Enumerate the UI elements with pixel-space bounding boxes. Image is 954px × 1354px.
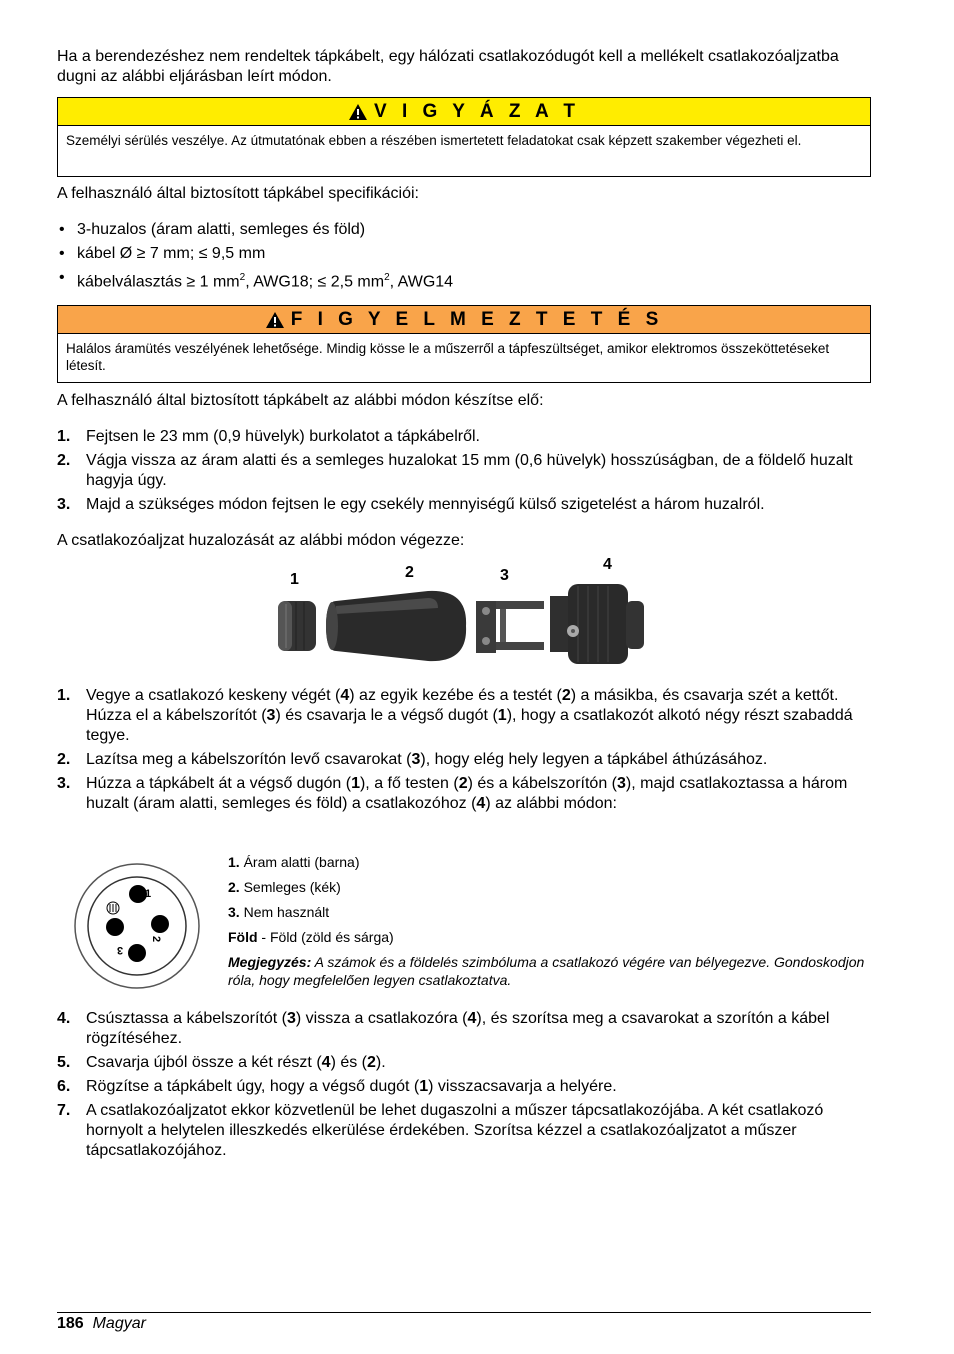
legend-item — [228, 903, 868, 921]
list-item — [57, 1053, 871, 1073]
legend-key: 3. — [228, 904, 240, 920]
body-part — [326, 591, 466, 661]
list-item — [57, 427, 871, 447]
legend-key: 2. — [228, 879, 240, 895]
pin-label-1: 1 — [145, 888, 152, 900]
note-text: A számok és a földelés szimbóluma a csatlakozó végére van bélyegezve. Gondoskodjon róla, hogy megfelelően legyen csatlakoztatva. — [228, 954, 865, 988]
pin-2 — [151, 915, 169, 933]
legend-text: Áram alatti (barna) — [239, 854, 360, 870]
step-number: 5. — [57, 1054, 71, 1071]
footer-language: Magyar — [92, 1315, 146, 1332]
step-text: Húzza a tápkábelt át a végső dugón (1), a fő testen (2) és a kábelszorítón (3), majd csatlakoztassa a három huzalt (áram alatti, semleges és föld) a csatlakozóhoz (4) az alábbi módon: — [86, 775, 848, 812]
caution-header — [58, 98, 870, 126]
pin-label-2: 2 — [150, 935, 163, 943]
legend-text: Nem használt — [239, 904, 330, 920]
step-number: 4. — [57, 1010, 71, 1027]
end-cap-part — [278, 601, 316, 651]
wiring-steps-b — [57, 1009, 871, 1165]
step-number: 3. — [57, 496, 71, 513]
spec-list — [57, 220, 871, 296]
caution-box — [57, 97, 871, 177]
step-text: Vegye a csatlakozó keskeny végét (4) az egyik kezébe és a testét (2) a másikba, és csavarja szét a kettőt. Húzza el a kábelszorítót (3) és csavarja le a végső dugót (1), hogy a csatlakozót alkotó négy részt szabaddá tegye. — [86, 687, 853, 744]
pin-diagram — [73, 862, 201, 990]
warning-box — [57, 305, 871, 383]
callout-2: 2 — [405, 564, 414, 581]
step-number: 2. — [57, 452, 71, 469]
legend-item — [228, 878, 868, 896]
step-number: 1. — [57, 687, 71, 704]
list-item — [57, 750, 871, 770]
page-number: 186 — [57, 1315, 84, 1332]
connector-parts-figure — [268, 556, 658, 666]
legend-key: Föld — [228, 929, 258, 945]
legend-text: Semleges (kék) — [239, 879, 341, 895]
step-text: Vágja vissza az áram alatti és a semleges huzalokat 15 mm (0,6 hüvelyk) hosszúságban, de a földelő huzalt hagyja úgy. — [86, 452, 853, 489]
prep-steps — [57, 427, 871, 519]
connector-parts-illustration — [268, 556, 658, 666]
caution-text: Személyi sérülés veszélye. Az útmutatónak ebben a részében ismertetett feladatokat csak képzett szakember végezheti el. — [66, 133, 802, 148]
wiring-intro: A csatlakozóaljzat huzalozását az alábbi módon végezze: — [57, 532, 465, 549]
intro-paragraph: Ha a berendezéshez nem rendeltek tápkábelt, egy hálózati csatlakozódugót kell a mellékelt csatlakozóaljzatba dugni az alábbi eljárásban leírt módon. — [57, 48, 839, 85]
caution-title: V I G Y Á Z A T — [374, 100, 580, 122]
list-item — [57, 774, 871, 814]
list-item: • 3-huzalos (áram alatti, semleges és föld) — [57, 220, 871, 240]
legend-key: 1. — [228, 854, 240, 870]
pin-ground — [106, 918, 124, 936]
warning-header — [58, 306, 870, 334]
cable-clamp-part — [476, 601, 544, 653]
pin-3 — [128, 944, 146, 962]
legend-item — [228, 928, 868, 946]
step-number: 7. — [57, 1102, 71, 1119]
spec-intro: A felhasználó által biztosított tápkábel specifikációi: — [57, 185, 419, 202]
step-text: Csavarja újból össze a két részt (4) és (2). — [86, 1054, 386, 1071]
callout-4: 4 — [603, 556, 612, 573]
step-text: Lazítsa meg a kábelszorítón levő csavarokat (3), hogy elég hely legyen a tápkábel áthúzásához. — [86, 751, 768, 768]
legend-text: - Föld (zöld és sárga) — [257, 929, 394, 945]
list-item: • kábel Ø ≥ 7 mm; ≤ 9,5 mm — [57, 244, 871, 264]
callout-1: 1 — [290, 571, 299, 588]
step-text: Fejtsen le 23 mm (0,9 hüvelyk) burkolatot a tápkábelről. — [86, 428, 480, 445]
wiring-steps-a — [57, 686, 871, 818]
warning-text: Halálos áramütés veszélyének lehetősége. Mindig kösse le a műszerről a tápfeszültséget, amikor elektromos összeköttetéseket létesít. — [66, 341, 830, 373]
step-text: Rögzítse a tápkábelt úgy, hogy a végső dugót (1) visszacsavarja a helyére. — [86, 1078, 617, 1095]
step-text: A csatlakozóaljzatot ekkor közvetlenül be lehet dugaszolni a műszer tápcsatlakozójába. A két csatlakozó hornyolt a helytelen illeszkedés elkerülése érdekében. Szorítsa kézzel a csatlakozóaljzatot a műszer tápcsatlakozójához. — [86, 1102, 824, 1159]
step-number: 1. — [57, 428, 71, 445]
list-item — [57, 686, 871, 746]
pin-legend — [228, 853, 868, 996]
note — [228, 953, 868, 989]
note-label: Megjegyzés: — [228, 954, 312, 970]
callout-3: 3 — [500, 567, 509, 584]
list-item — [57, 451, 871, 491]
warning-triangle-icon — [348, 103, 368, 121]
prep-intro: A felhasználó által biztosított tápkábelt az alábbi módon készítse elő: — [57, 392, 544, 409]
list-item — [57, 1009, 871, 1049]
step-number: 3. — [57, 775, 71, 792]
list-item — [57, 1101, 871, 1161]
pin-label-3: 3 — [117, 944, 124, 956]
step-number: 2. — [57, 751, 71, 768]
connector-part — [550, 584, 644, 664]
warning-title: F I G Y E L M E Z T E T É S — [290, 308, 664, 330]
step-number: 6. — [57, 1078, 71, 1095]
warning-triangle-icon — [265, 311, 285, 329]
list-item — [57, 495, 871, 515]
step-text: Majd a szükséges módon fejtsen le egy csekély mennyiségű külső szigetelést a három huzalról. — [86, 496, 765, 513]
step-text: Csúsztassa a kábelszorítót (3) vissza a csatlakozóra (4), és szorítsa meg a csavarokat a szorítón a kábel rögzítéséhez. — [86, 1010, 830, 1047]
list-item — [57, 1077, 871, 1097]
legend-item — [228, 853, 868, 871]
page-footer — [57, 1312, 871, 1333]
list-item: • kábelválasztás ≥ 1 $mm^2$, AWG18; ≤ 2,5 $mm^2$, AWG14 — [57, 268, 871, 292]
